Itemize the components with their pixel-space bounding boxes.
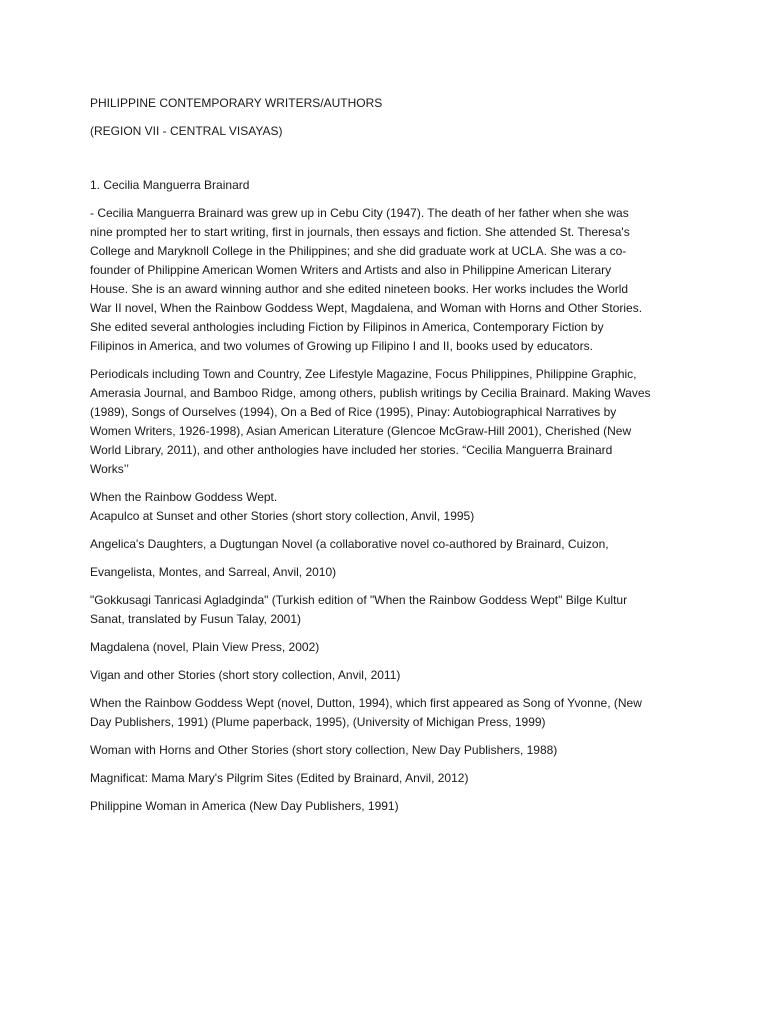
text-line: nine prompted her to start writing, first in journals, then essays and fiction. She attended St. Theresa's: [90, 225, 630, 239]
text-line: War II novel, When the Rainbow Goddess Wept, Magdalena, and Woman with Horns and Other Stories.: [90, 301, 643, 315]
work-entry: [90, 666, 680, 685]
text-line: Evangelista, Montes, and Sarreal, Anvil, 2010): [90, 565, 337, 579]
text-line: Vigan and other Stories (short story collection, Anvil, 2011): [90, 668, 401, 682]
text-line: House. She is an award winning author and she edited nineteen books. Her works includes the World: [90, 282, 629, 296]
work-entry: [90, 488, 680, 526]
text-line: College and Maryknoll College in the Philippines; and she did graduate work at UCLA. She was a co-: [90, 244, 627, 258]
text-line: Angelica's Daughters, a Dugtungan Novel (a collaborative novel co-authored by Brainard, Cuizon,: [90, 537, 609, 551]
work-entry: [90, 741, 680, 760]
text-line: - Cecilia Manguerra Brainard was grew up in Cebu City (1947). The death of her father when she was: [90, 206, 629, 220]
text-line: Woman with Horns and Other Stories (short story collection, New Day Publishers, 1988): [90, 743, 558, 757]
text-line: Periodicals including Town and Country, Zee Lifestyle Magazine, Focus Philippines, Philippine Graphic,: [90, 367, 637, 381]
text-line: Acapulco at Sunset and other Stories (short story collection, Anvil, 1995): [90, 509, 475, 523]
work-entry: [90, 563, 680, 582]
text-line: She edited several anthologies including Fiction by Filipinos in America, Contemporary Fiction by: [90, 320, 604, 334]
work-entry: [90, 769, 680, 788]
periodicals-paragraph: [90, 365, 680, 479]
work-entry: [90, 638, 680, 657]
text-line: Women Writers, 1926-1998), Asian American Literature (Glencoe McGraw-Hill 2001), Cherished (New: [90, 424, 632, 438]
document-title: PHILIPPINE CONTEMPORARY WRITERS/AUTHORS: [90, 96, 383, 110]
work-entry: [90, 797, 680, 816]
text-line: When the Rainbow Goddess Wept (novel, Dutton, 1994), which first appeared as Song of Yvonne, (New: [90, 696, 642, 710]
text-line: Sanat, translated by Fusun Talay, 2001): [90, 612, 302, 626]
text-line: Philippine Woman in America (New Day Publishers, 1991): [90, 799, 399, 813]
text-line: (1989), Songs of Ourselves (1994), On a Bed of Rice (1995), Pinay: Autobiographical Narratives by: [90, 405, 617, 419]
text-line: founder of Philippine American Women Writers and Artists and also in Philippine American Literary: [90, 263, 612, 277]
work-entry: [90, 591, 680, 629]
section-heading: 1. Cecilia Manguerra Brainard: [90, 178, 250, 192]
text-line: Works’’: [90, 462, 129, 476]
text-line: When the Rainbow Goddess Wept.: [90, 490, 278, 504]
text-line: Magdalena (novel, Plain View Press, 2002): [90, 640, 320, 654]
text-line: Magnificat: Mama Mary's Pilgrim Sites (Edited by Brainard, Anvil, 2012): [90, 771, 469, 785]
work-entry: [90, 535, 680, 554]
text-line: Amerasia Journal, and Bamboo Ridge, among others, publish writings by Cecilia Brainard. Making Waves: [90, 386, 651, 400]
document-page: [90, 94, 680, 825]
text-line: World Library, 2011), and other anthologies have included her stories. “Cecilia Manguerra Brainard: [90, 443, 613, 457]
text-line: Filipinos in America, and two volumes of Growing up Filipino I and II, books used by educators.: [90, 339, 593, 353]
work-entry: [90, 694, 680, 732]
region-subtitle: (REGION VII - CENTRAL VISAYAS): [90, 124, 283, 138]
text-line: "Gokkusagi Tanricasi Agladginda" (Turkish edition of "When the Rainbow Goddess Wept" Bilge Kultur: [90, 593, 628, 607]
text-line: Day Publishers, 1991) (Plume paperback, 1995), (University of Michigan Press, 1999): [90, 715, 546, 729]
biography-paragraph: [90, 204, 680, 356]
